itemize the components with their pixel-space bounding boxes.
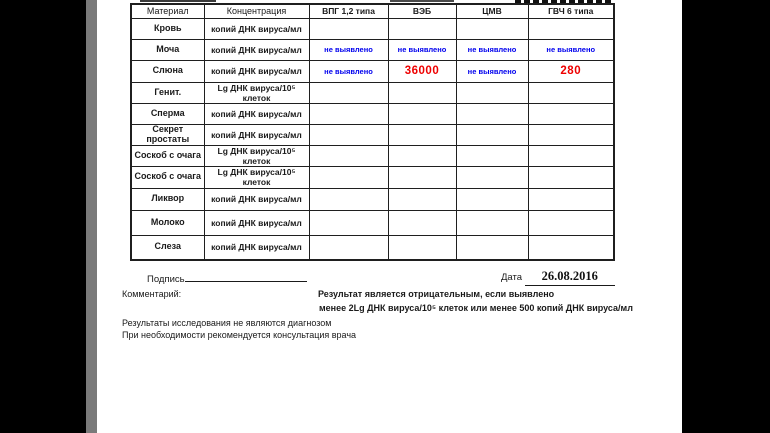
result-cell [456,18,528,39]
result-cell [309,145,388,166]
result-cell [528,235,614,260]
result-cell [388,82,456,103]
note-line-2: При необходимости рекомендуется консультация врача [122,330,357,340]
table-row [131,145,614,166]
result-cell [388,166,456,188]
signature-label: Подпись [147,274,185,285]
material-cell: Соскоб с очага [131,145,204,166]
result-cell [456,210,528,235]
unit-cell: Lg ДНК вируса/10⁵ клеток [204,82,309,103]
result-cell [528,124,614,145]
table-row [131,210,614,235]
result-cell [309,18,388,39]
table-row [131,235,614,260]
material-cell: Моча [131,39,204,60]
result-cell [388,210,456,235]
result-cell: не выявлено [388,39,456,60]
column-header-concentration: Концентрация [204,4,309,18]
unit-cell: копий ДНК вируса/мл [204,39,309,60]
table-row [131,103,614,124]
unit-cell: копий ДНК вируса/мл [204,188,309,210]
unit-cell: копий ДНК вируса/мл [204,235,309,260]
result-cell [388,145,456,166]
table-row [131,82,614,103]
result-cell [309,166,388,188]
column-header-material: Материал [131,4,204,18]
result-cell [456,145,528,166]
result-cell: не выявлено [309,39,388,60]
result-cell [309,235,388,260]
result-cell [456,124,528,145]
column-header-hhv6: ГВЧ 6 типа [528,4,614,18]
table-row [131,18,614,39]
page-edge-strip [86,0,97,433]
result-cell: 280 [528,60,614,82]
result-cell [528,103,614,124]
unit-cell: копий ДНК вируса/мл [204,60,309,82]
result-cell [309,124,388,145]
result-cell [456,188,528,210]
result-cell [528,188,614,210]
result-cell [528,166,614,188]
material-cell: Кровь [131,18,204,39]
material-cell: Генит. [131,82,204,103]
header-row [131,4,614,18]
result-cell [528,210,614,235]
signature-line [185,271,307,282]
result-cell: 36000 [388,60,456,82]
result-cell [528,82,614,103]
column-header-cmv: ЦМВ [456,4,528,18]
result-cell [388,235,456,260]
unit-cell: копий ДНК вируса/мл [204,18,309,39]
unit-cell: Lg ДНК вируса/10⁵ клеток [204,166,309,188]
unit-cell: копий ДНК вируса/мл [204,124,309,145]
document-page [97,0,682,433]
material-cell: Слюна [131,60,204,82]
result-cell [388,18,456,39]
comment-label: Комментарий: [122,289,182,299]
result-cell: не выявлено [456,39,528,60]
result-cell [388,188,456,210]
unit-cell: Lg ДНК вируса/10⁵ клеток [204,145,309,166]
result-cell: не выявлено [528,39,614,60]
result-cell [528,18,614,39]
material-cell: Молоко [131,210,204,235]
result-cell: не выявлено [309,60,388,82]
note-line-1: Результаты исследования не являются диагнозом [122,318,332,328]
material-cell: Слеза [131,235,204,260]
result-cell [456,166,528,188]
results-table [130,3,615,261]
column-header-hsv12: ВПГ 1,2 типа [309,4,388,18]
result-cell [528,145,614,166]
table-row [131,124,614,145]
comment-line-2: менее 2Lg ДНК вируса/10⁵ клеток или менее 500 копий ДНК вируса/мл [319,303,633,313]
table-row [131,60,614,82]
result-cell [456,82,528,103]
result-cell [309,210,388,235]
material-cell: Соскоб с очага [131,166,204,188]
material-cell: Ликвор [131,188,204,210]
result-cell [388,103,456,124]
comment-line-1: Результат является отрицательным, если выявлено [318,289,555,299]
date-row [501,269,615,286]
signature-row [147,271,307,285]
result-cell [309,103,388,124]
unit-cell: копий ДНК вируса/мл [204,210,309,235]
result-cell [456,235,528,260]
column-header-ebv: ВЭБ [388,4,456,18]
result-cell [388,124,456,145]
date-label: Дата [501,272,523,283]
result-cell [309,82,388,103]
table-row [131,188,614,210]
result-cell: не выявлено [456,60,528,82]
table-row [131,166,614,188]
material-cell: Секрет простаты [131,124,204,145]
table-row [131,39,614,60]
material-cell: Сперма [131,103,204,124]
cut-off-text-fragment [140,0,216,2]
cut-off-text-fragment [390,0,454,2]
date-value: 26.08.2016 [525,269,615,286]
result-cell [309,188,388,210]
result-cell [456,103,528,124]
unit-cell: копий ДНК вируса/мл [204,103,309,124]
